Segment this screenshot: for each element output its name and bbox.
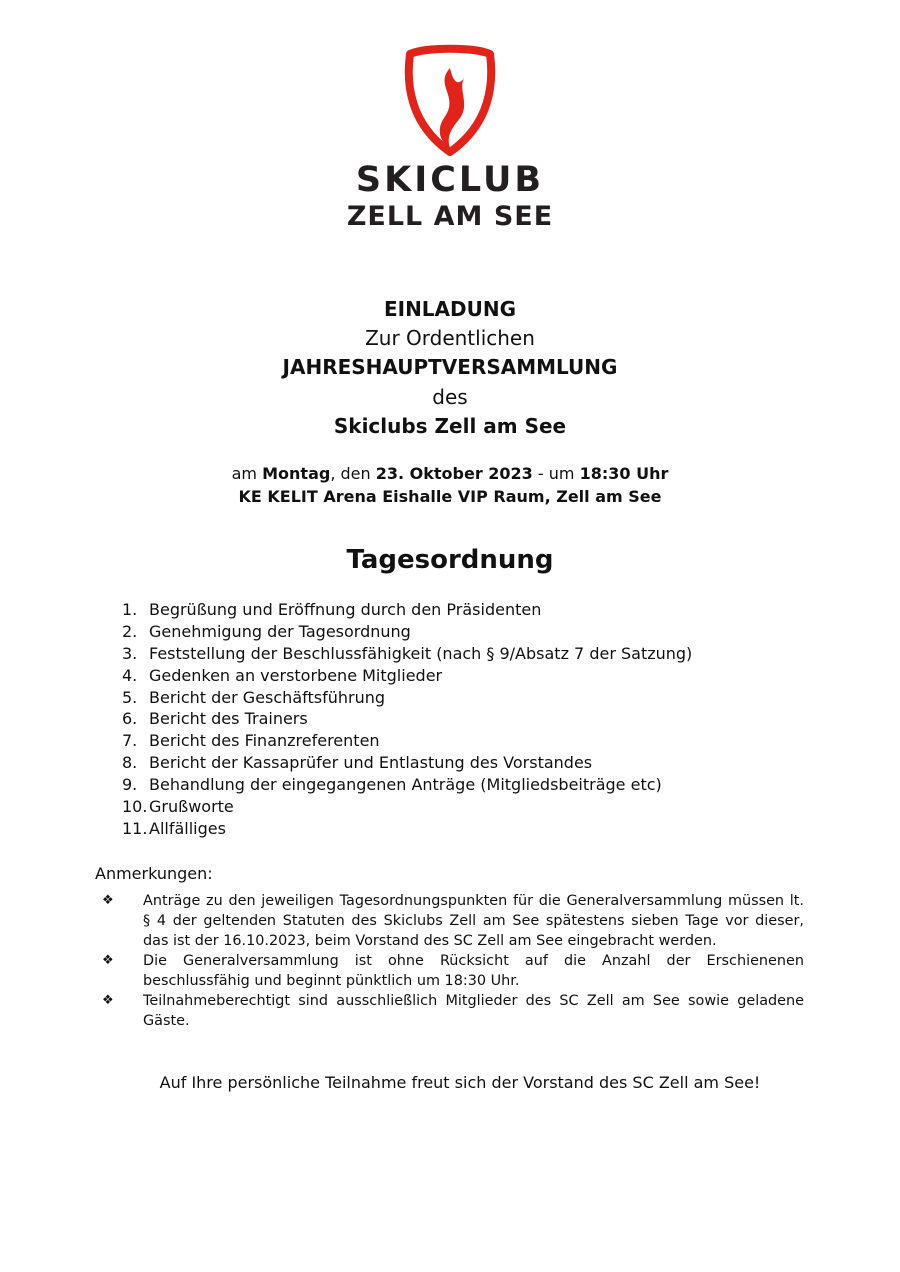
agenda-item-text: Allfälliges — [149, 818, 226, 838]
notes-list — [102, 891, 804, 1031]
diamond-bullet-icon: ❖ — [102, 893, 114, 908]
agenda-item — [122, 708, 692, 730]
agenda-item-text: Begrüßung und Eröffnung durch den Präsidenten — [149, 600, 542, 619]
diamond-bullet-icon: ❖ — [102, 993, 114, 1008]
closing-text: Auf Ihre persönliche Teilnahme freut sich der Vorstand des SC Zell am See! — [159, 1073, 761, 1092]
title-club-name: Skiclubs Zell am See — [333, 414, 567, 438]
agenda-item-number: 10. — [122, 797, 148, 817]
event-day: Montag — [262, 464, 331, 483]
agenda-item — [122, 599, 692, 621]
event-um: - um — [532, 464, 580, 483]
agenda-title: Tagesordnung — [346, 545, 554, 575]
subtitle-des: des — [432, 385, 468, 409]
agenda-item-number: 2. — [122, 621, 138, 641]
agenda-item-number: 5. — [122, 687, 138, 707]
agenda-item — [122, 665, 692, 687]
agenda-item — [122, 687, 692, 709]
title-jahreshauptversammlung: JAHRESHAUPTVERSAMMLUNG — [282, 355, 618, 379]
agenda-item-text: Bericht des Trainers — [149, 709, 308, 729]
subtitle-zur-ordentlichen: Zur Ordentlichen — [365, 326, 535, 350]
agenda-item-text: Gedenken an verstorbene Mitglieder — [149, 665, 443, 685]
agenda-list — [122, 599, 692, 840]
event-am: am — [231, 464, 263, 483]
event-datetime — [0, 464, 900, 483]
note-item — [102, 951, 804, 991]
agenda-item-number: 1. — [122, 600, 138, 619]
agenda-item — [122, 796, 692, 818]
agenda-item-number: 8. — [122, 753, 138, 773]
logo-text-skiclub: SKICLUB — [355, 160, 545, 200]
agenda-item-text: Bericht des Finanzreferenten — [149, 731, 380, 751]
agenda-item-text: Grußworte — [149, 797, 234, 817]
agenda-item — [122, 621, 692, 643]
notes-heading: Anmerkungen: — [95, 864, 213, 883]
shield-flame-icon — [404, 44, 496, 156]
note-text: Die Generalversammlung ist ohne Rücksicht auf die Anzahl der Erschienenen beschlussfähig und beginnt pünktlich um 18:30 Uhr. — [143, 953, 804, 989]
note-text: Teilnahmeberechtigt sind ausschließlich Mitglieder des SC Zell am See sowie geladene Gäste. — [143, 993, 804, 1029]
diamond-bullet-icon: ❖ — [102, 953, 114, 968]
note-item — [102, 991, 804, 1031]
agenda-item-number: 4. — [122, 665, 138, 685]
agenda-item — [122, 643, 692, 665]
event-date: 23. Oktober 2023 — [375, 464, 533, 483]
note-text: Anträge zu den jeweiligen Tagesordnungspunkten für die Generalversammlung müssen lt. § 4 der geltenden Statuten des Skiclubs Zell am See spätestens sieben Tage vor dieser, das ist der 16.10.2023, beim Vorstand des SC Zell am See eingebracht werden. — [143, 893, 804, 949]
event-time: 18:30 Uhr — [579, 464, 669, 483]
agenda-item — [122, 752, 692, 774]
agenda-item — [122, 774, 692, 796]
agenda-item — [122, 730, 692, 752]
agenda-item-text: Bericht der Geschäftsführung — [149, 687, 386, 707]
note-item — [102, 891, 804, 951]
agenda-item-text: Feststellung der Beschlussfähigkeit (nach § 9/Absatz 7 der Satzung) — [149, 643, 693, 663]
title-einladung: EINLADUNG — [383, 297, 517, 321]
agenda-item — [122, 818, 692, 840]
event-den: , den — [330, 464, 376, 483]
agenda-item-number: 3. — [122, 643, 138, 663]
agenda-item-number: 6. — [122, 709, 138, 729]
agenda-item-number: 7. — [122, 731, 138, 751]
agenda-item-number: 11. — [122, 818, 148, 838]
event-location: KE KELIT Arena Eishalle VIP Raum, Zell am See — [238, 487, 662, 506]
agenda-item-text: Genehmigung der Tagesordnung — [149, 621, 411, 641]
agenda-item-number: 9. — [122, 775, 138, 795]
logo-text-zell-am-see: ZELL AM SEE — [346, 201, 554, 232]
agenda-item-text: Behandlung der eingegangenen Anträge (Mitgliedsbeiträge etc) — [149, 775, 662, 795]
agenda-item-text: Bericht der Kassaprüfer und Entlastung des Vorstandes — [149, 753, 593, 773]
